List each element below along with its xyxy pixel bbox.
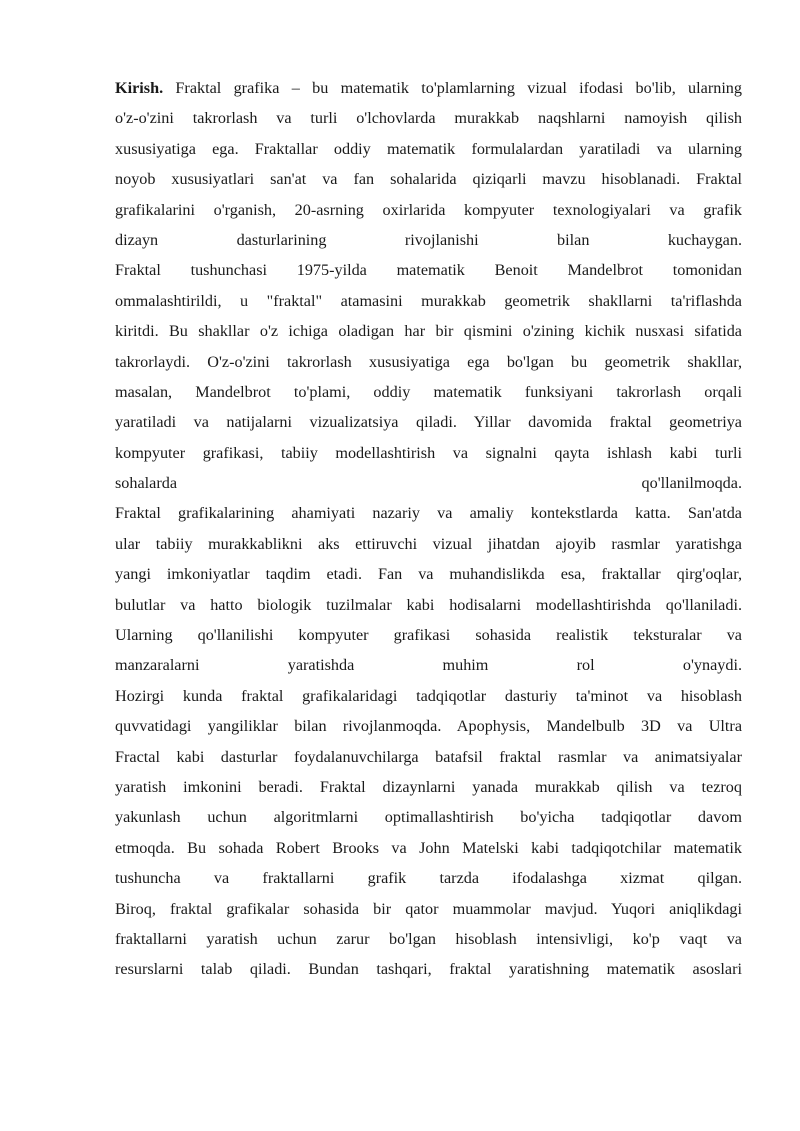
text-line: ommalashtirildi, u "fraktal" atamasini murakkab geometrik shakllarni ta'riflashda	[115, 291, 742, 310]
text-line: o'z-o'zini takrorlash va turli o'lchovlarda murakkab naqshlarni namoyish qilish	[115, 109, 742, 128]
text-line: quvvatidagi yangiliklar bilan rivojlanmoqda. Apophysis, Mandelbulb 3D va Ultra	[115, 717, 742, 736]
text-line: tushuncha va fraktallarni grafik tarzda ifodalashga xizmat qilgan.	[115, 869, 742, 888]
text-line: ular tabiiy murakkablikni aks ettiruvchi vizual jihatdan ajoyib rasmlar yaratishga	[115, 534, 742, 553]
intro-heading: Kirish.	[115, 79, 164, 97]
text-line: Ularning qo'llanilishi kompyuter grafikasi sohasida realistik teksturalar va	[115, 626, 742, 645]
text-line: yaratish imkonini beradi. Fraktal dizaynlarni yanada murakkab qilish va tezroq	[115, 777, 742, 796]
text-line: bulutlar va hatto biologik tuzilmalar kabi hodisalarni modellashtirishda qo'llaniladi.	[115, 595, 742, 614]
text-line	[115, 73, 742, 103]
text-line: yakunlash uchun algoritmlarni optimallashtirish bo'yicha tadqiqotlar davom	[115, 808, 742, 827]
text-line: etmoqda. Bu sohada Robert Brooks va John Matelski kabi tadqiqotchilar matematik	[115, 838, 742, 857]
text-line: fraktallarni yaratish uchun zarur bo'lgan hisoblash intensivligi, ko'p vaqt va	[115, 929, 742, 948]
text-line: noyob xususiyatlari san'at va fan sohalarida qiziqarli mavzu hisoblanadi. Fraktal	[115, 170, 742, 189]
text-line: Hozirgi kunda fraktal grafikalaridagi tadqiqotlar dasturiy ta'minot va hisoblash	[115, 686, 742, 705]
text-line: yaratiladi va natijalarni vizualizatsiya qiladi. Yillar davomida fraktal geometriya	[115, 413, 742, 432]
text-line: Biroq, fraktal grafikalar sohasida bir qator muammolar mavjud. Yuqori aniqlikdagi	[115, 899, 742, 918]
text-line: xususiyatiga ega. Fraktallar oddiy matematik formulalardan yaratiladi va ularning	[115, 139, 742, 158]
text-line: manzaralarni yaratishda muhim rol o'ynaydi.	[115, 656, 742, 675]
text-line: Fractal kabi dasturlar foydalanuvchilarga batafsil fraktal rasmlar va animatsiyalar	[115, 747, 742, 766]
document-page	[115, 73, 742, 985]
text-line: dizayn dasturlarining rivojlanishi bilan kuchaygan.	[115, 230, 742, 249]
text-line: Fraktal grafikalarining ahamiyati nazariy va amaliy kontekstlarda katta. San'atda	[115, 504, 742, 523]
text-line: sohalarda qo'llanilmoqda.	[115, 474, 742, 493]
text-line: Fraktal tushunchasi 1975-yilda matematik Benoit Mandelbrot tomonidan	[115, 261, 742, 280]
text-line: masalan, Mandelbrot to'plami, oddiy matematik funksiyani takrorlash orqali	[115, 382, 742, 401]
text-line: kiritdi. Bu shakllar o'z ichiga oladigan har bir qismini o'zining kichik nusxasi sifatida	[115, 322, 742, 341]
text-line: kompyuter grafikasi, tabiiy modellashtirish va signalni qayta ishlash kabi turli	[115, 443, 742, 462]
text-line: takrorlaydi. O'z-o'zini takrorlash xususiyatiga ega bo'lgan bu geometrik shakllar,	[115, 352, 742, 371]
text-line: yangi imkoniyatlar taqdim etadi. Fan va muhandislikda esa, fraktallar qirg'oqlar,	[115, 565, 742, 584]
text-line: grafikalarini o'rganish, 20-asrning oxirlarida kompyuter texnologiyalari va grafik	[115, 200, 742, 219]
text-line-content: Fraktal grafika – bu matematik to'plamlarning vizual ifodasi bo'lib, ularning	[163, 79, 742, 97]
text-line: resurslarni talab qiladi. Bundan tashqari, fraktal yaratishning matematik asoslari	[115, 960, 742, 979]
